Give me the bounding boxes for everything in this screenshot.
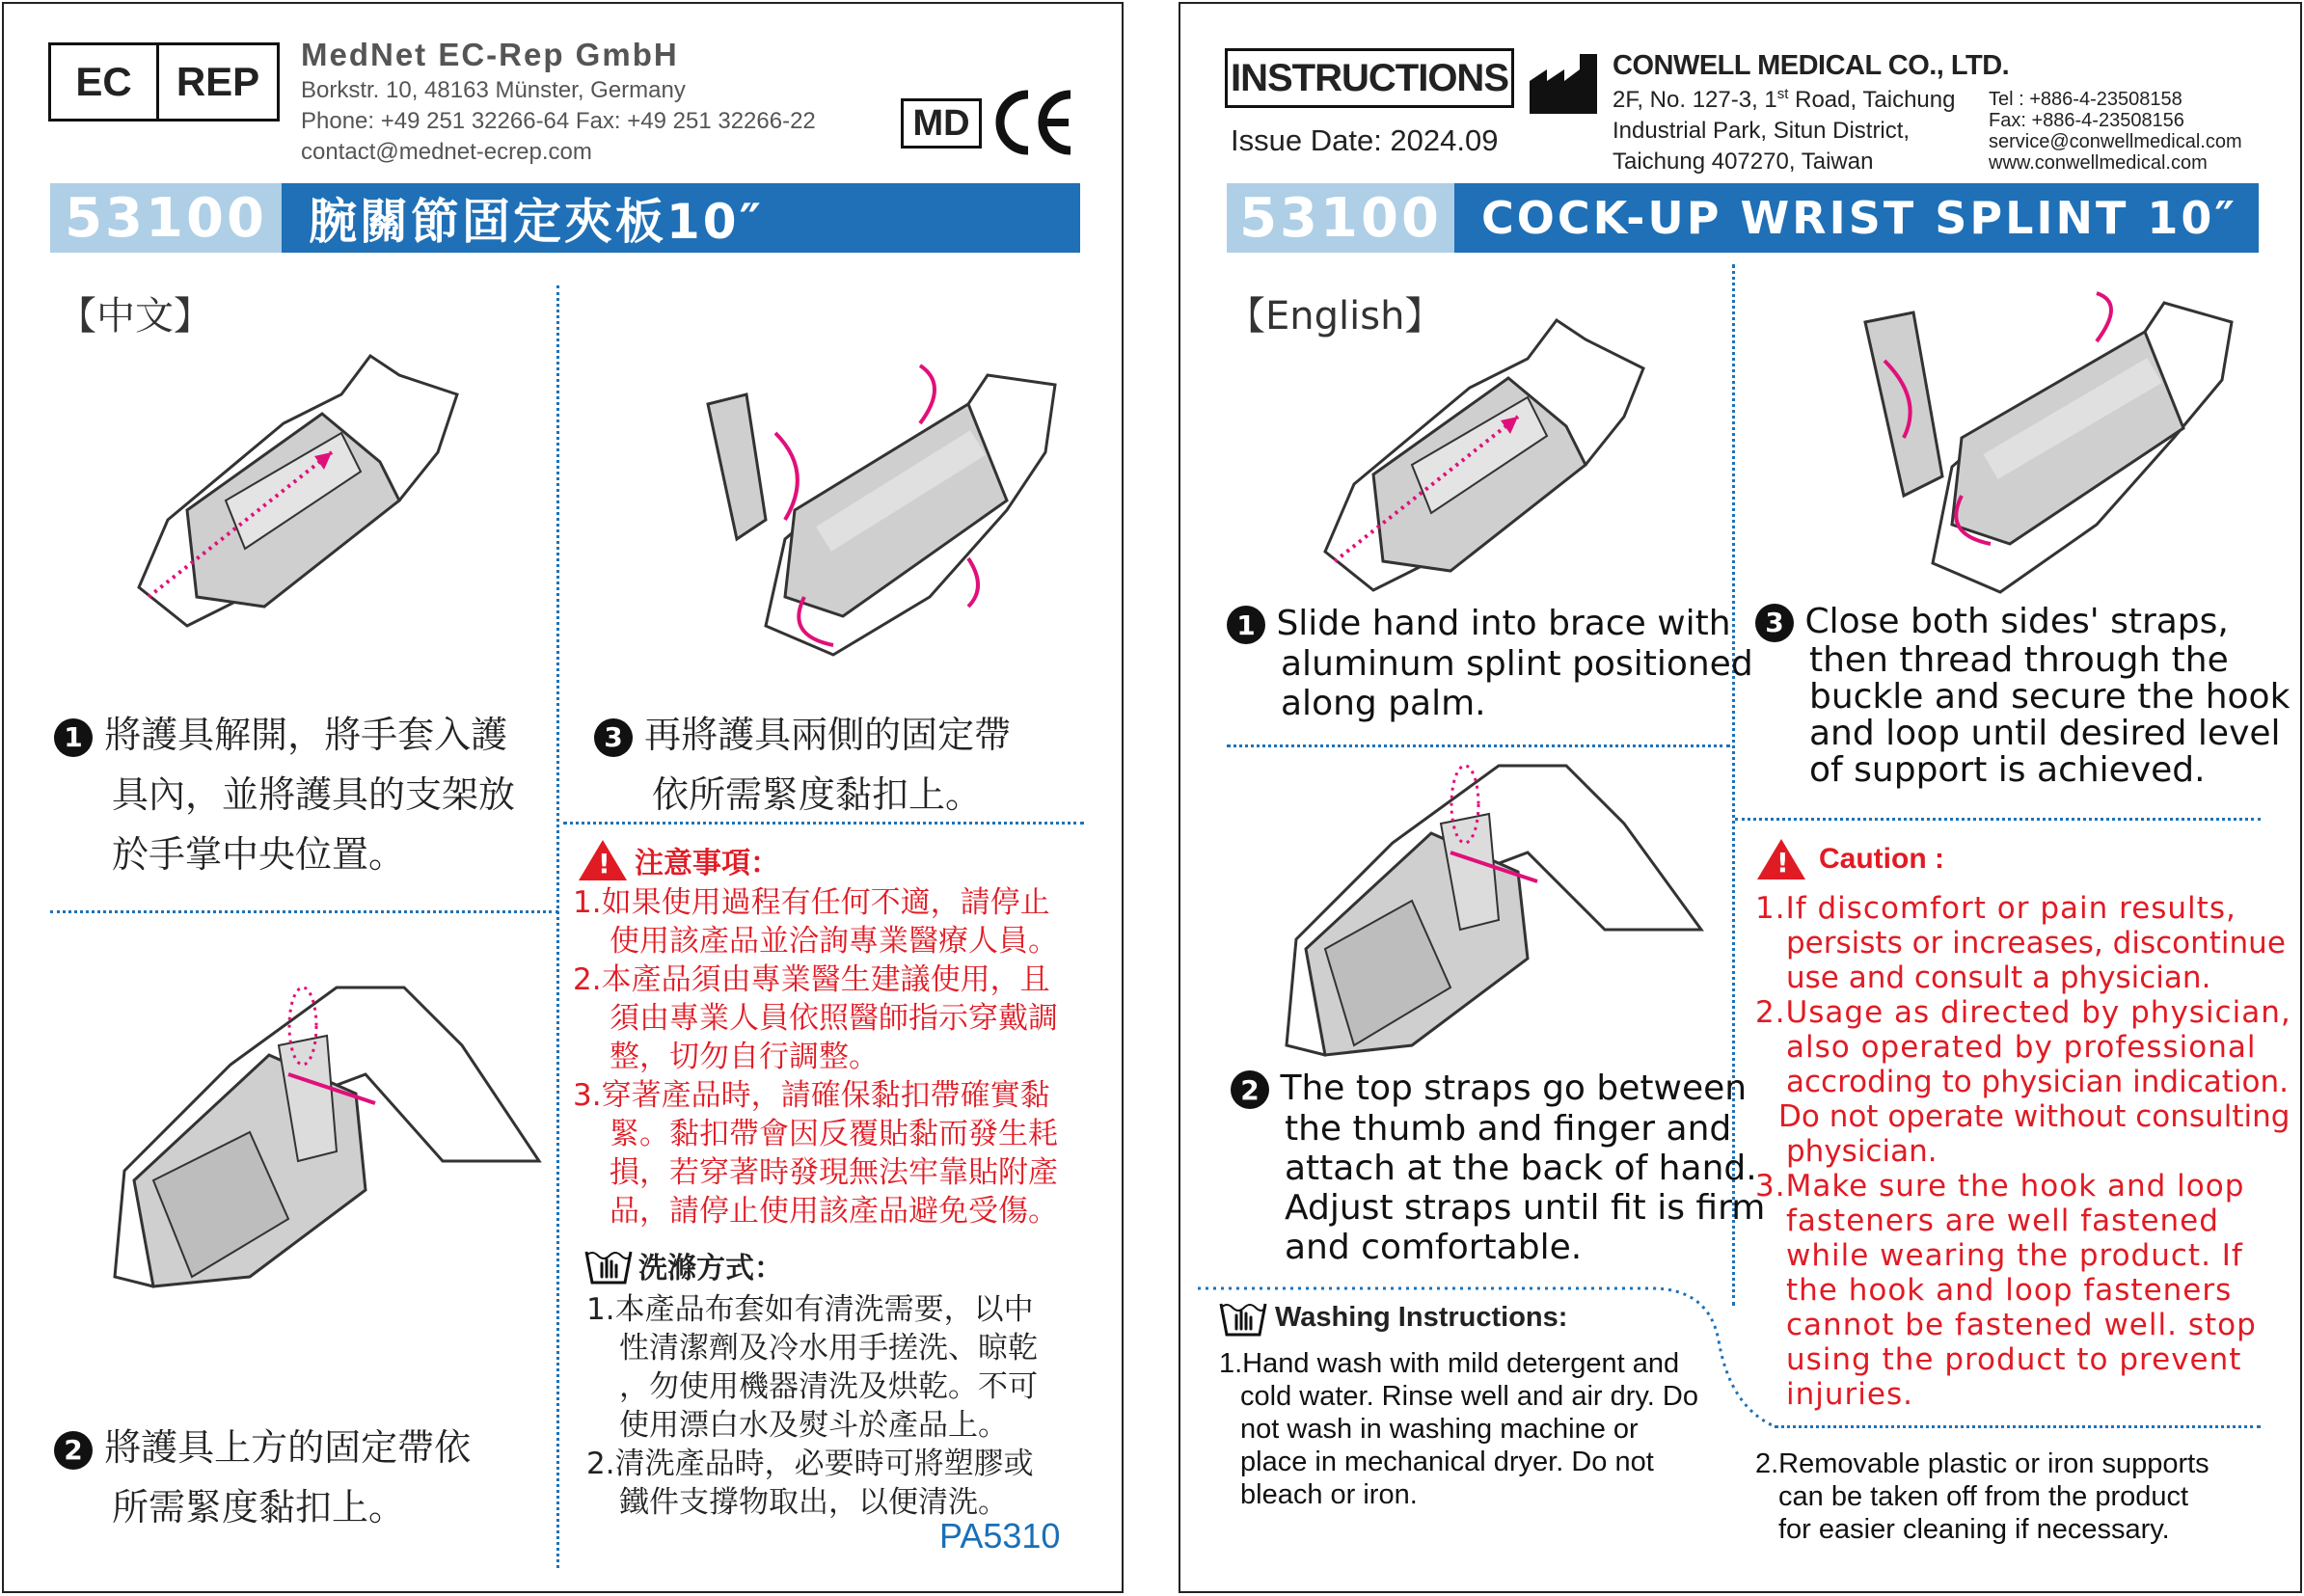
- ce-mark: [991, 89, 1078, 156]
- product-title: 腕關節固定夾板10″: [282, 183, 1080, 253]
- wash-line: 1.本產品布套如有清洗需要，以中: [586, 1292, 1034, 1327]
- step2-line2: the thumb and finger and: [1285, 1109, 1732, 1149]
- language-label: 【English】: [1227, 294, 1444, 338]
- caution-line: 品，請停止使用該產品避免受傷。: [610, 1194, 1058, 1229]
- step1-line2: 具內，並將護具的支架放: [112, 773, 516, 816]
- fax: Fax: +886-4-23508156: [1989, 110, 2184, 131]
- step2-number: 2: [1231, 1070, 1269, 1109]
- address-line2: Industrial Park, Situn District,: [1613, 118, 1911, 144]
- caution-line: Do not operate without consulting: [1778, 1099, 2290, 1134]
- step3-line4: and loop until desired level: [1809, 714, 2281, 753]
- wash-line: not wash in washing machine or: [1240, 1414, 1639, 1445]
- caution-list: [573, 883, 1058, 1231]
- step2-number: 2: [54, 1431, 93, 1470]
- hand-wash-icon: [1219, 1296, 1267, 1339]
- brace-illustration-step3: [660, 346, 1065, 664]
- caution-line: 1.如果使用過程有任何不適，請停止: [573, 885, 1050, 920]
- caution-line: 3.穿著產品時，請確保黏扣帶確實黏: [573, 1078, 1050, 1113]
- vertical-divider: [556, 285, 559, 1568]
- left-divider: [1227, 744, 1730, 747]
- step1-number: 1: [1227, 606, 1265, 644]
- step1-line3: 於手掌中央位置。: [112, 833, 406, 876]
- email: service@conwellmedical.com: [1989, 131, 2242, 152]
- website: www.conwellmedical.com: [1989, 152, 2208, 174]
- wash-list: [1219, 1347, 1698, 1511]
- caution-line: using the product to prevent: [1786, 1342, 2242, 1377]
- wash-list: [586, 1290, 1038, 1522]
- caution-line: accroding to physician indication.: [1786, 1065, 2289, 1099]
- step3-line1: 再將護具兩側的固定帶: [644, 714, 1012, 756]
- step1-text: [54, 705, 515, 884]
- step2-line1: 將護具上方的固定帶依: [104, 1426, 472, 1469]
- product-banner: [50, 183, 1080, 253]
- step2-line3: attach at the back of hand.: [1285, 1149, 1757, 1188]
- brace-illustration-step2: [95, 968, 549, 1315]
- company-name: CONWELL MEDICAL CO., LTD.: [1613, 50, 2010, 81]
- address-line3: Taichung 407270, Taiwan: [1613, 149, 1874, 175]
- step2-line5: and comfortable.: [1285, 1228, 1583, 1267]
- hand-wash-icon: [584, 1244, 633, 1286]
- caution-line: persists or increases, discontinue: [1786, 926, 2286, 960]
- step1-number: 1: [54, 718, 93, 757]
- wash-line: place in mechanical dryer. Do not: [1240, 1447, 1654, 1477]
- english-instruction-panel: [1179, 2, 2302, 1593]
- caution-line: also operated by professional: [1786, 1030, 2257, 1065]
- md-mark: MD: [901, 98, 982, 149]
- address-line1-pre: 2F, No. 127-3, 1: [1613, 87, 1777, 113]
- caution-title: 注意事項：: [635, 847, 779, 880]
- rep-address: Borkstr. 10, 48163 Münster, Germany: [301, 77, 686, 103]
- wash-heading: [584, 1244, 783, 1286]
- issue-date: Issue Date: 2024.09: [1231, 123, 1499, 157]
- caution-line: 損，若穿著時發現無法牢靠貼附產: [610, 1155, 1058, 1190]
- wash-note-line: for easier cleaning if necessary.: [1778, 1514, 2170, 1545]
- instructions-label: INSTRUCTIONS: [1225, 48, 1514, 108]
- step3-text: [1755, 604, 2290, 789]
- ec-label: EC: [51, 45, 159, 119]
- product-title: COCK-UP WRIST SPLINT 10″: [1454, 183, 2259, 253]
- caution-line: injuries.: [1786, 1377, 1913, 1412]
- step1-text: [1227, 604, 1753, 723]
- caution-heading: [579, 839, 779, 881]
- rep-company: MedNet EC-Rep GmbH: [301, 37, 679, 72]
- wash-line: 1.Hand wash with mild detergent and: [1219, 1348, 1680, 1379]
- step1-line1: Slide hand into brace with: [1276, 604, 1731, 643]
- step3-number: 3: [594, 718, 633, 757]
- step1-line3: along palm.: [1281, 684, 1486, 723]
- contact-info: [1989, 89, 2242, 174]
- wash-line: ，勿使用機器清洗及烘乾。不可: [619, 1369, 1038, 1404]
- caution-line: physician.: [1786, 1134, 1938, 1169]
- brace-illustration-step3: [1807, 284, 2241, 602]
- rep-email: contact@mednet-ecrep.com: [301, 139, 592, 165]
- wash-line: 2.清洗產品時，必要時可將塑膠或: [586, 1447, 1034, 1481]
- rep-phone: Phone: +49 251 32266-64 Fax: +49 251 32266-22: [301, 108, 816, 134]
- step2-line2: 所需緊度黏扣上。: [112, 1486, 406, 1528]
- caution-bottom-divider: [1775, 1425, 2261, 1428]
- wash-line: cold water. Rinse well and air dry. Do: [1240, 1381, 1698, 1412]
- caution-line: use and consult a physician.: [1786, 960, 2211, 995]
- caution-line: 2.Usage as directed by physician,: [1755, 995, 2291, 1030]
- address-line1-sup: st: [1776, 86, 1789, 102]
- manufacturer-icon: [1528, 52, 1599, 116]
- address-line1-post: Road, Taichung: [1788, 87, 1956, 113]
- address-line1: [1613, 86, 2009, 114]
- caution-list: [1755, 891, 2291, 1412]
- caution-heading: [1757, 839, 1944, 879]
- caution-line: fasteners are well fastened: [1786, 1204, 2219, 1238]
- wash-heading: [1219, 1296, 1567, 1339]
- wash-line: 使用漂白水及熨斗於產品上。: [619, 1408, 1008, 1443]
- caution-line: cannot be fastened well. stop: [1786, 1308, 2257, 1342]
- product-code: 53100: [1227, 183, 1454, 253]
- step2-text: [54, 1418, 471, 1537]
- wash-line: bleach or iron.: [1240, 1479, 1418, 1510]
- step2-line4: Adjust straps until fit is firm: [1285, 1188, 1766, 1228]
- left-divider: [50, 910, 558, 913]
- step2-text: [1231, 1069, 1765, 1267]
- wash-title: 洗滌方式：: [638, 1252, 783, 1285]
- right-divider: [1735, 818, 2261, 821]
- caution-line: 整，切勿自行調整。: [610, 1040, 879, 1074]
- step3-line1: Close both sides' straps,: [1804, 602, 2229, 641]
- brace-illustration-step1: [1287, 311, 1692, 600]
- caution-title: Caution :: [1819, 843, 1944, 875]
- step3-text: [594, 705, 1011, 825]
- document-code: PA5310: [939, 1516, 1061, 1555]
- ec-rep-box: [48, 42, 280, 122]
- step3-line3: buckle and secure the hook: [1809, 677, 2290, 717]
- caution-line: the hook and loop fasteners: [1786, 1273, 2233, 1308]
- step1-line1: 將護具解開，將手套入護: [104, 714, 508, 756]
- wash-note: [1755, 1447, 2209, 1546]
- wash-note-line: can be taken off from the product: [1778, 1481, 2189, 1512]
- step3-line2: 依所需緊度黏扣上。: [652, 773, 983, 816]
- manufacturer-info: [1613, 50, 2009, 176]
- wash-line: 鐵件支撐物取出，以便清洗。: [619, 1485, 1008, 1520]
- caution-line: 緊。黏扣帶會因反覆貼黏而發生耗: [610, 1117, 1058, 1151]
- caution-line: 2.本產品須由專業醫生建議使用，且: [573, 962, 1050, 997]
- rep-info: [301, 37, 816, 166]
- brace-illustration-step2: [1267, 756, 1711, 1065]
- caution-line: 使用該產品並洽詢專業醫療人員。: [610, 924, 1058, 959]
- wash-title: Washing Instructions:: [1275, 1301, 1568, 1333]
- warning-icon: !: [579, 840, 627, 880]
- step3-line2: then thread through the: [1809, 640, 2229, 680]
- rep-label: REP: [176, 59, 260, 104]
- wash-note-line: 2.Removable plastic or iron supports: [1755, 1448, 2209, 1479]
- language-label: 【中文】: [58, 294, 212, 338]
- tel: Tel : +886-4-23508158: [1989, 89, 2182, 110]
- caution-line: while wearing the product. If: [1786, 1238, 2243, 1273]
- step3-number: 3: [1755, 604, 1794, 642]
- brace-illustration-step1: [110, 337, 496, 645]
- wash-line: 性清潔劑及冷水用手搓洗、晾乾: [619, 1331, 1038, 1366]
- step3-line5: of support is achieved.: [1809, 750, 2206, 790]
- step1-line2: aluminum splint positioned: [1281, 644, 1753, 684]
- caution-line: 3.Make sure the hook and loop: [1755, 1169, 2245, 1204]
- product-code: 53100: [50, 183, 282, 253]
- product-banner: [1227, 183, 2259, 253]
- chinese-instruction-panel: [2, 2, 1124, 1593]
- warning-icon: !: [1757, 839, 1805, 879]
- caution-line: 須由專業人員依照醫師指示穿戴調: [610, 1001, 1058, 1036]
- step2-line1: The top straps go between: [1280, 1069, 1748, 1108]
- caution-line: 1.If discomfort or pain results,: [1755, 891, 2236, 926]
